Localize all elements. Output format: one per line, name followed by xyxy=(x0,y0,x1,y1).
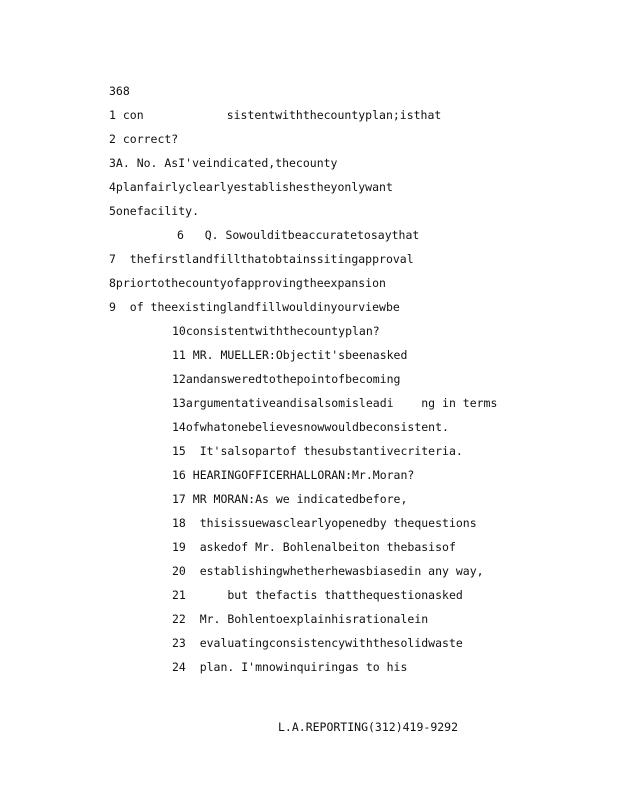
page-number: 368 xyxy=(109,84,130,98)
transcript-line-14: 14ofwhatonebelievesnowwouldbeconsistent. xyxy=(172,420,449,434)
transcript-line-23: 23 evaluatingconsistencywiththesolidwaste xyxy=(172,636,463,650)
transcript-line-12: 12andansweredtothepointofbecoming xyxy=(172,372,401,386)
transcript-line-19: 19 askedof Mr. Bohlenalbeiton thebasisof xyxy=(172,540,456,554)
transcript-line-15: 15 It'salsopartof thesubstantivecriteria. xyxy=(172,444,463,458)
transcript-line-10: 10consistentwiththecountyplan? xyxy=(172,324,380,338)
transcript-line-22: 22 Mr. Bohlentoexplainhisrationalein xyxy=(172,612,429,626)
transcript-line-2: 2 correct? xyxy=(109,132,179,146)
transcript-line-24: 24 plan. I'mnowinquiringas to his xyxy=(172,660,408,674)
transcript-line-18: 18 thisissuewasclearlyopenedby thequestions xyxy=(172,516,477,530)
transcript-line-1: 1 con sistentwiththecountyplan;isthat xyxy=(109,108,442,122)
transcript-line-5: 5onefacility. xyxy=(109,204,200,218)
transcript-line-6: 6 Q. Sowoulditbeaccuratetosaythat xyxy=(177,228,420,242)
transcript-line-21: 21 but thefactis thatthequestionasked xyxy=(172,588,463,602)
reporter-footer: L.A.REPORTING(312)419-9292 xyxy=(278,720,459,734)
transcript-line-13: 13argumentativeandisalsomisleadi ng in terms xyxy=(172,396,498,410)
transcript-line-16: 16 HEARINGOFFICERHALLORAN:Mr.Moran? xyxy=(172,468,415,482)
transcript-line-8: 8priortothecountyofapprovingtheexpansion xyxy=(109,276,386,290)
transcript-line-9: 9 of theexistinglandfillwouldinyourviewbe xyxy=(109,300,400,314)
transcript-line-17: 17 MR MORAN:As we indicatedbefore, xyxy=(172,492,408,506)
transcript-line-7: 7 thefirstlandfillthatobtainssitingapproval xyxy=(109,252,414,266)
transcript-line-3: 3A. No. AsI'veindicated,thecounty xyxy=(109,156,338,170)
transcript-line-11: 11 MR. MUELLER:Objectit'sbeenasked xyxy=(172,348,408,362)
transcript-line-4: 4planfairlyclearlyestablishestheyonlywant xyxy=(109,180,393,194)
transcript-line-20: 20 establishingwhetherhewasbiasedin any way, xyxy=(172,564,484,578)
